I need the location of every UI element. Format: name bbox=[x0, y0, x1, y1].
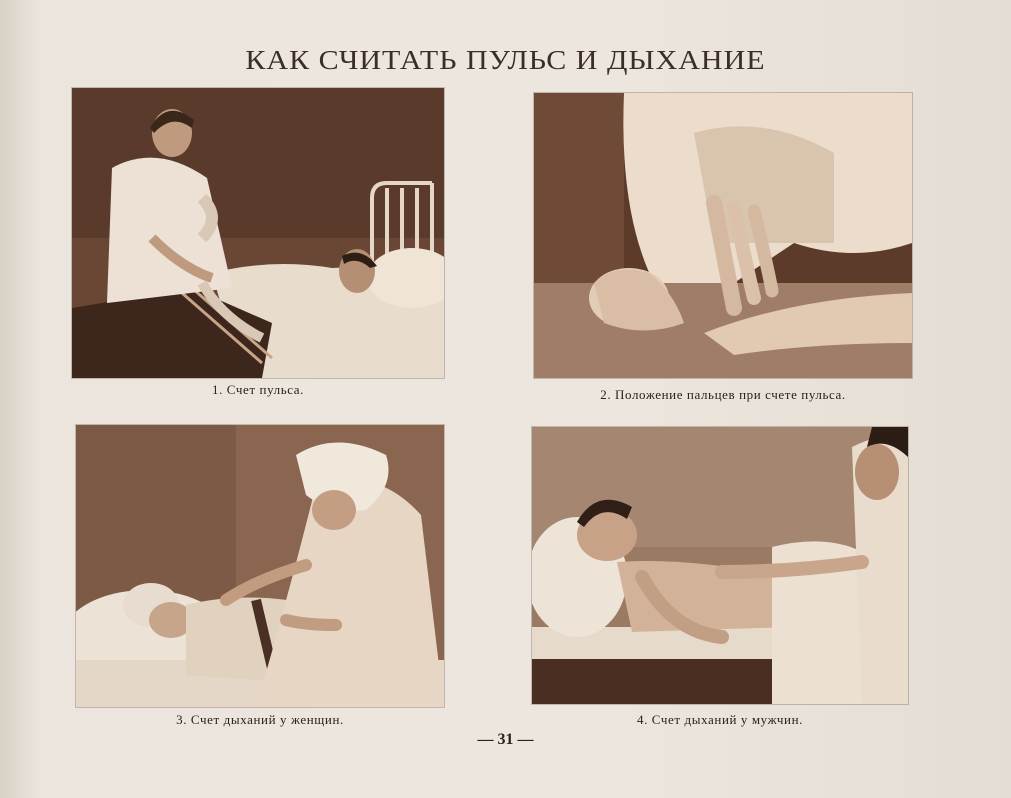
page-title: КАК СЧИТАТЬ ПУЛЬС И ДЫХАНИЕ bbox=[245, 45, 766, 76]
caption-4: 4. Счет дыханий у мужчин. bbox=[637, 712, 803, 727]
page-number: — 31 — bbox=[477, 731, 534, 748]
photo-2-finger-position bbox=[534, 93, 912, 378]
caption-1: 1. Счет пульса. bbox=[212, 382, 304, 397]
photo-4-man-breathing bbox=[532, 427, 908, 704]
caption-3: 3. Счет дыханий у женщин. bbox=[176, 712, 344, 727]
caption-2: 2. Положение пальцев при счете пульса. bbox=[600, 387, 846, 402]
photo-1-pulse-count bbox=[72, 88, 444, 378]
photo-3-woman-breathing bbox=[76, 425, 444, 707]
